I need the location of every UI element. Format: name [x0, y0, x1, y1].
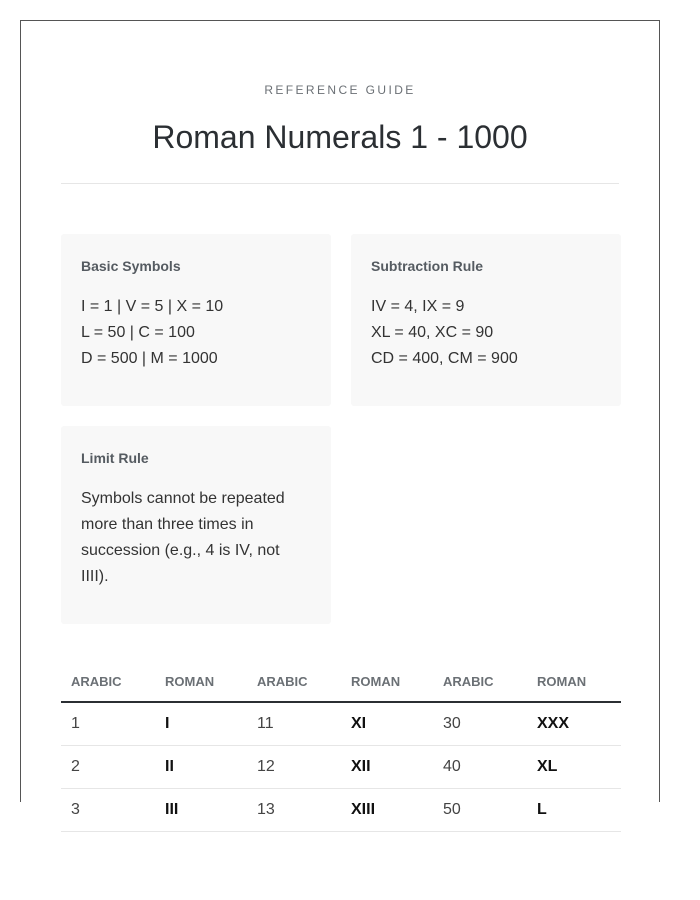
- card-limit-rule: [61, 426, 331, 624]
- roman-cell: XI: [341, 702, 433, 746]
- card-text: Symbols cannot be repeated more than three times in succession (e.g., 4 is IV, not IIII).: [81, 490, 285, 585]
- roman-cell: XIII: [341, 789, 433, 832]
- arabic-cell: 40: [433, 746, 527, 789]
- arabic-cell: 2: [61, 746, 155, 789]
- arabic-cell: 13: [247, 789, 341, 832]
- card-line: CD = 400, CM = 900: [371, 350, 518, 367]
- table-row: [61, 789, 621, 832]
- card-line: D = 500 | M = 1000: [81, 350, 218, 367]
- roman-cell: III: [155, 789, 247, 832]
- page-title: Roman Numerals 1 - 1000: [152, 119, 528, 155]
- arabic-cell: 3: [61, 789, 155, 832]
- column-header: ROMAN: [341, 661, 433, 702]
- column-header: ROMAN: [527, 661, 621, 702]
- card-subtraction-rule: [351, 234, 621, 406]
- eyebrow-label: REFERENCE GUIDE: [264, 83, 416, 97]
- title-divider: [61, 183, 619, 184]
- card-title: Limit Rule: [81, 450, 149, 466]
- table-header-row: [61, 661, 621, 702]
- column-header: ARABIC: [61, 661, 155, 702]
- roman-cell: XL: [527, 746, 621, 789]
- card-line: IV = 4, IX = 9: [371, 298, 465, 315]
- arabic-cell: 1: [61, 702, 155, 746]
- roman-cell: II: [155, 746, 247, 789]
- card-basic-symbols: [61, 234, 331, 406]
- roman-cell: XXX: [527, 702, 621, 746]
- arabic-cell: 50: [433, 789, 527, 832]
- arabic-cell: 30: [433, 702, 527, 746]
- roman-cell: L: [527, 789, 621, 832]
- arabic-cell: 11: [247, 702, 341, 746]
- column-header: ARABIC: [433, 661, 527, 702]
- card-line: I = 1 | V = 5 | X = 10: [81, 298, 224, 315]
- reference-page: [20, 20, 660, 818]
- column-header: ARABIC: [247, 661, 341, 702]
- numerals-table: [61, 661, 621, 832]
- column-header: ROMAN: [155, 661, 247, 702]
- card-title: Basic Symbols: [81, 258, 181, 274]
- table-row: [61, 746, 621, 789]
- roman-cell: XII: [341, 746, 433, 789]
- card-line: L = 50 | C = 100: [81, 324, 195, 341]
- roman-cell: I: [155, 702, 247, 746]
- table-row: [61, 702, 621, 746]
- card-title: Subtraction Rule: [371, 258, 484, 274]
- card-line: XL = 40, XC = 90: [371, 324, 494, 341]
- arabic-cell: 12: [247, 746, 341, 789]
